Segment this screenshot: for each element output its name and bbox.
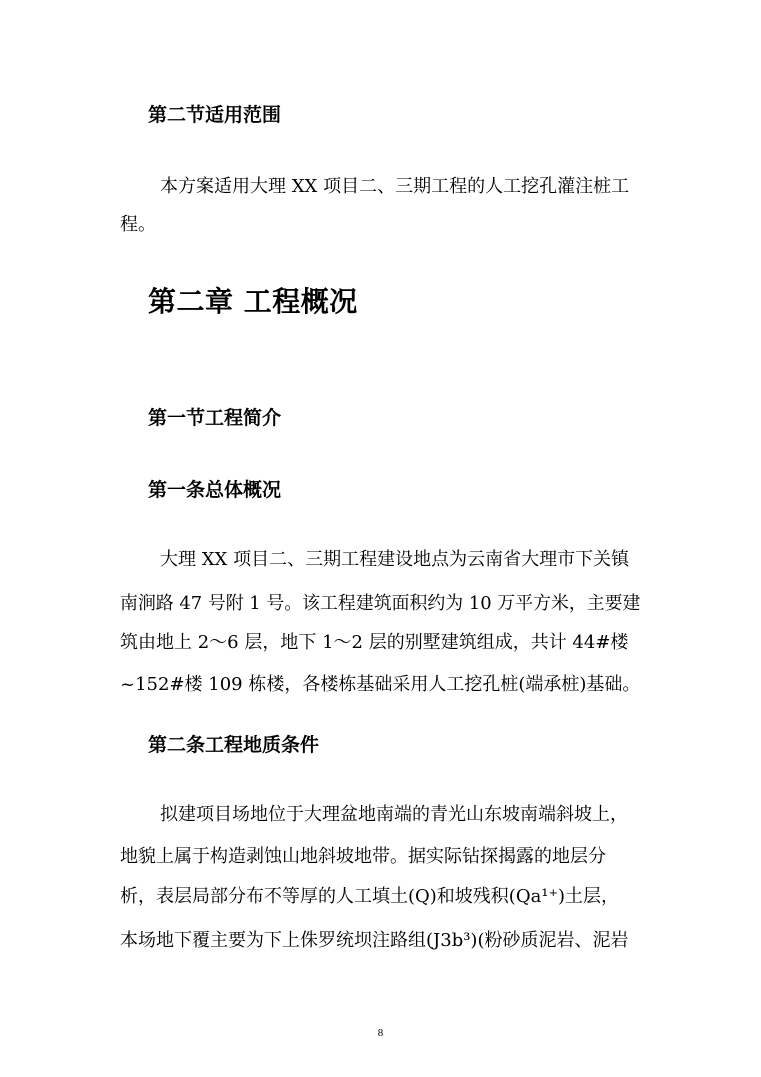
paragraph-line: 本场地下覆主要为下上侏罗统坝注路组(J3b³)(粉砂质泥岩、泥岩	[120, 930, 629, 951]
paragraph-line: 拟建项目场地位于大理盆地南端的青光山东坡南端斜坡上，	[160, 804, 628, 825]
article-heading-geology: 第二条工程地质条件	[148, 734, 320, 756]
paragraph-line: 筑由地上 2～6 层，地下 1～2 层的别墅建筑组成，共计 44#楼	[120, 632, 629, 653]
chapter-title: 第二章 工程概况	[148, 285, 358, 318]
paragraph-line: ~152#楼 109 栋楼，各楼栋基础采用人工挖孔桩(端承桩)基础。	[120, 674, 641, 695]
paragraph-line: 大理 XX 项目二、三期工程建设地点为云南省大理市下关镇	[160, 549, 630, 570]
article-heading-overview: 第一条总体概况	[148, 479, 282, 501]
paragraph-line: 程。	[120, 214, 156, 235]
section-heading-intro: 第一节工程简介	[148, 407, 282, 429]
paragraph-line: 南涧路 47 号附 1 号。该工程建筑面积约为 10 万平方米，主要建	[120, 593, 641, 614]
paragraph-line: 地貌上属于构造剥蚀山地斜坡地带。据实际钻探揭露的地层分	[120, 846, 606, 867]
paragraph-line: 本方案适用大理 XX 项目二、三期工程的人工挖孔灌注桩工	[160, 176, 630, 197]
page-number: 8	[377, 1027, 384, 1039]
paragraph-line: 析，表层局部分布不等厚的人工填土(Q)和坡残积(Qa¹⁺)土层，	[120, 886, 620, 907]
section-heading-scope: 第二节适用范围	[148, 104, 282, 126]
